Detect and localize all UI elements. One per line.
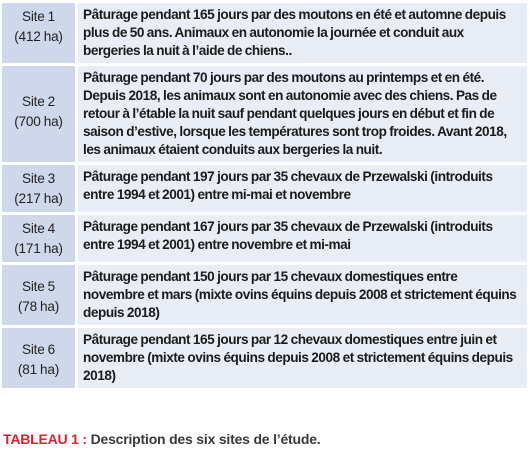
site-cell [2, 165, 78, 212]
table-row [2, 215, 527, 262]
site-area: (700 ha) [14, 114, 63, 129]
site-cell [2, 66, 78, 162]
site-description: Pâturage pendant 165 jours par 12 chevaux domestiques entre juin et novembre (mixte ovins équins depuis 2008 et strictement équins depuis 2018) [83, 332, 513, 383]
site-name: Site 4 [21, 221, 56, 236]
site-description: Pâturage pendant 70 jours par des moutons au printemps et en été. Depuis 2018, les animaux sont en autonomie avec des chiens. Pas de retour à l’étable la nuit sauf pendant quelques jours en début et fin de saison d’estive, lorsque les températures sont trop froides. Avant 2018, les animaux étaient conduits aux bergeries la nuit. [83, 70, 507, 157]
description-cell [78, 66, 527, 162]
table-row [2, 165, 527, 212]
description-cell [78, 265, 527, 325]
site-name: Site 6 [21, 342, 56, 357]
site-cell [2, 3, 78, 63]
site-cell [2, 265, 78, 325]
sites-table [2, 0, 527, 391]
site-area: (217 ha) [14, 191, 63, 206]
table-row [2, 328, 527, 388]
site-name: Site 1 [21, 9, 56, 24]
caption-separator: : [78, 431, 91, 447]
site-cell [2, 328, 78, 388]
table-row [2, 3, 527, 63]
description-cell [78, 165, 527, 212]
site-name: Site 2 [21, 94, 56, 109]
site-name: Site 3 [21, 171, 56, 186]
site-area: (412 ha) [14, 29, 63, 44]
site-name: Site 5 [21, 279, 56, 294]
site-area: (78 ha) [17, 299, 60, 314]
site-area: (171 ha) [14, 241, 63, 256]
description-cell [78, 215, 527, 262]
site-cell [2, 215, 78, 262]
site-area: (81 ha) [17, 362, 60, 377]
site-description: Pâturage pendant 167 jours par 35 chevaux de Przewalski (introduits entre 1994 et 2001) entre novembre et mi-mai [83, 219, 493, 252]
site-description: Pâturage pendant 150 jours par 15 chevaux domestiques entre novembre et mars (mixte ovins équins depuis 2008 et strictement équins depuis 2018) [83, 269, 517, 320]
caption-label: TABLEAU 1 [3, 431, 79, 447]
description-cell [78, 328, 527, 388]
site-description: Pâturage pendant 165 jours par des moutons en été et automne depuis plus de 50 ans. Animaux en autonomie la journée et conduit aux bergeries la nuit à l’aide de chiens.. [83, 7, 506, 58]
table-row [2, 265, 527, 325]
caption-text: Description des six sites de l’étude. [90, 431, 321, 447]
site-description: Pâturage pendant 197 jours par 35 chevaux de Przewalski (introduits entre 1994 et 2001) entre mi-mai et novembre [83, 169, 493, 202]
table-caption [3, 429, 320, 449]
description-cell [78, 3, 527, 63]
table-row [2, 66, 527, 162]
